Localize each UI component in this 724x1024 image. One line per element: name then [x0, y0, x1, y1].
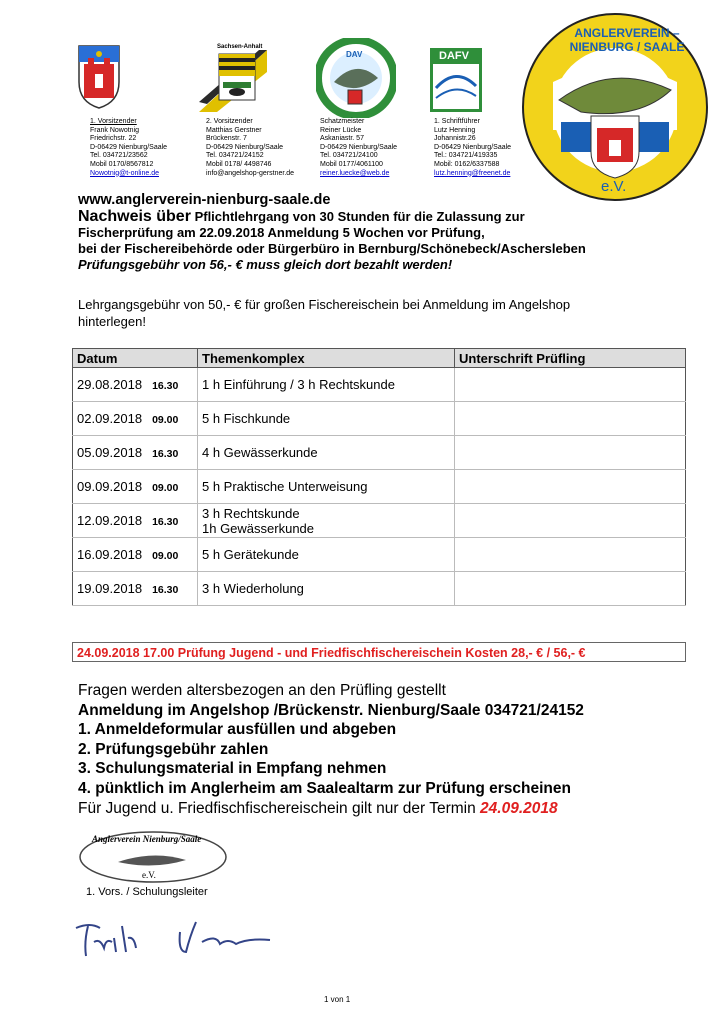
contact-chairman: 1. Vorsitzender Frank Nowotnig Friedrichstr. 22 D-06429 Nienburg/Saale Tel. 034721/23562 Mobil 0170/8567812 Nowotnig@t-online.de [90, 118, 168, 177]
table-header-row [73, 349, 686, 368]
sachsen-anhalt-label: Sachsen-Anhalt [217, 44, 263, 50]
stamp-ev: e.V. [142, 870, 156, 880]
table-row: 19.09.2018 16.30 3 h Wiederholung [73, 572, 686, 606]
signature-cell[interactable] [455, 470, 686, 504]
email-link-secretary[interactable]: lutz.henning@freenet.de [434, 169, 511, 177]
signature-cell[interactable] [455, 538, 686, 572]
lav-label: DAV [346, 50, 363, 59]
email-link-treasurer[interactable]: reiner.luecke@web.de [320, 169, 390, 177]
signature-cell[interactable] [455, 402, 686, 436]
dafv-logo [430, 48, 482, 112]
table-row: 16.09.2018 09.00 5 h Gerätekunde [73, 538, 686, 572]
page-number: 1 von 1 [324, 995, 351, 1004]
table-row: 29.08.2018 16.30 1 h Einführung / 3 h Rechtskunde [73, 368, 686, 402]
club-logo-ring-text: ANGLERVEREIN – NIENBURG / SAALE [569, 26, 685, 54]
table-row: 09.09.2018 09.00 5 h Praktische Unterweisung [73, 470, 686, 504]
handwritten-signature [70, 908, 280, 968]
dafv-label: DAFV [439, 50, 469, 62]
email-link-chairman[interactable]: Nowotnig@t-online.de [90, 169, 159, 177]
table-row: 12.09.2018 16.30 3 h Rechtskunde 1h Gewässerkunde [73, 504, 686, 538]
website-url: www.anglerverein-nienburg-saale.de [78, 192, 331, 208]
stamp-text: Anglerverein Nienburg/Saale [92, 834, 202, 844]
table-row: 05.09.2018 16.30 4 h Gewässerkunde [73, 436, 686, 470]
intro-heading: Nachweis über [78, 208, 191, 225]
signature-cell[interactable] [455, 436, 686, 470]
email-vice-chairman: info@angelshop-gerstner.de [206, 169, 295, 177]
youth-exam-date: 24.09.2018 [480, 799, 558, 817]
contact-secretary: 1. Schriftführer Lutz Henning Johannistr.26 D-06429 Nienburg/Saale Tel.: 034721/419335 Mobil: 0162/6337588 lutz.henning@freenet.de [434, 118, 512, 177]
schedule-table [72, 348, 686, 606]
signature-cell[interactable] [455, 368, 686, 402]
contact-treasurer: Schatzmeister Reiner Lücke Askaniastr. 57 D-06429 Nienburg/Saale Tel. 034721/24100 Mobil 0177/4061100 reiner.luecke@web.de [320, 118, 398, 177]
header-date: Datum [73, 349, 198, 368]
header-signature: Unterschrift Prüfling [455, 349, 686, 368]
club-stamp [78, 830, 228, 884]
sachsen-anhalt-coat-of-arms-logo [197, 42, 267, 112]
club-logo-ev: e.V. [601, 178, 627, 195]
course-intro: Nachweis über Pflichtlehrgang von 30 Stunden für die Zulassung zur Fischerprüfung am 22.09.2018 Anmeldung 5 Wochen vor Prüfung, bei der Fischereibehörde oder Bürgerbüro in Bernburg/Schönebeck/Aschersleben Prüfungsgebühr von 56,- € muss gleich dort bezahlt werden! [78, 209, 698, 273]
registration-notes: Fragen werden altersbezogen an den Prüfling gestellt Anmeldung im Angelshop /Brückenstr. Nienburg/Saale 034721/24152 1. Anmeldeformular ausfüllen und abgeben 2. Prüfungsgebühr zahlen 3. Schulungsmaterial in Empfang nehmen 4. pünktlich im Anglerheim am Saalealtarm zur Prüfung erscheinen Für Jugend u. Friedfischfischereischein gilt nur der Termin 24.09.2018 [78, 682, 584, 817]
contact-vice-chairman: 2. Vorsitzender Matthias Gerstner Brückenstr. 7 D-06429 Nienburg/Saale Tel. 034721/24152 Mobil 0178/ 4498746 info@angelshop-gerstner.de [206, 118, 316, 178]
signature-cell[interactable] [455, 504, 686, 538]
exam-fee-note: Prüfungsgebühr von 56,- € muss gleich dort bezahlt werden! [78, 257, 453, 272]
exam-date-banner: 24.09.2018 17.00 Prüfung Jugend - und Friedfischfischereischein Kosten 28,- € / 56,- € [72, 642, 686, 662]
header-topic: Themenkomplex [198, 349, 455, 368]
nienburg-coat-of-arms-logo [76, 42, 122, 110]
anglerverein-nienburg-club-logo [521, 12, 709, 202]
stamp-caption: 1. Vors. / Schulungsleiter [86, 886, 208, 898]
course-fee-note: Lehrgangsgebühr von 50,- € für großen Fischereischein bei Anmeldung im Angelshop hinterlegen! [78, 297, 571, 329]
signature-cell[interactable] [455, 572, 686, 606]
table-row: 02.09.2018 09.00 5 h Fischkunde [73, 402, 686, 436]
landesanglerverband-logo [316, 38, 396, 118]
